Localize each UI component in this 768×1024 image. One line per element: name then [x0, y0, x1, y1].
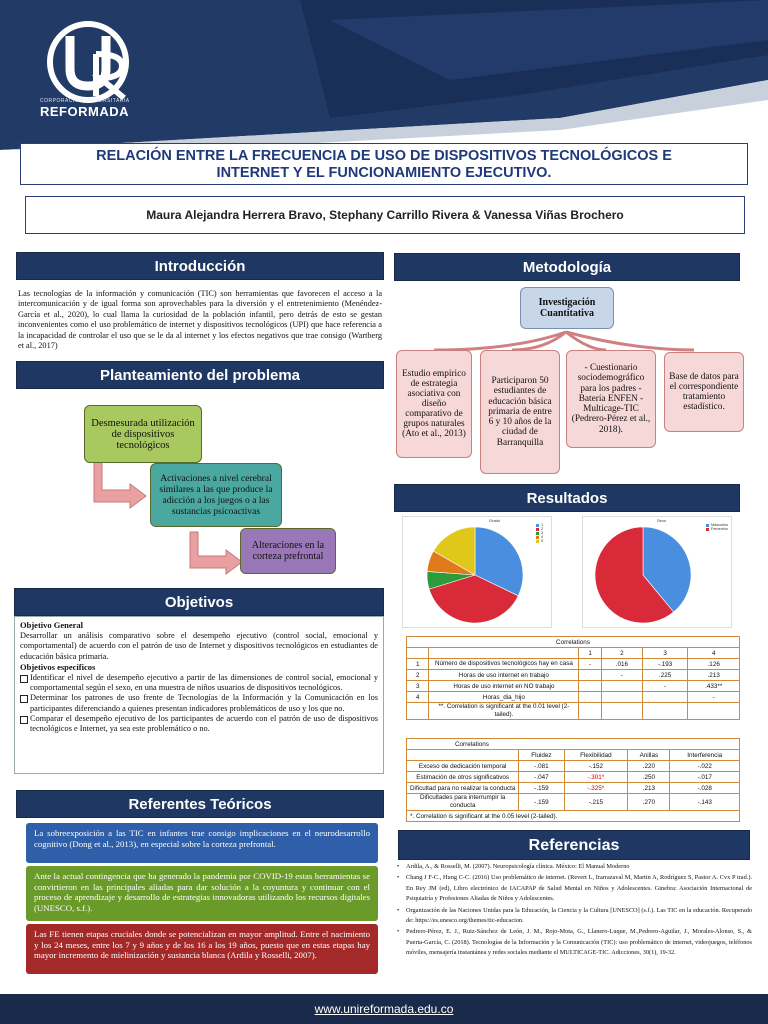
- table-row: [407, 692, 740, 703]
- table1-cell: -: [642, 681, 688, 692]
- correlations-table-1: [406, 636, 740, 720]
- legend-swatch-sexo-2: [706, 528, 709, 531]
- legend-swatch-grado-2: [536, 528, 539, 531]
- table2-cell: Dificultad para no realizar la conducta: [407, 783, 519, 794]
- legend-swatch-sexo-1: [706, 524, 709, 527]
- intro-text: Las tecnologías de la información y comunicación (TIC) son herramientas que favorecen el acceso a la intercomunicación y de igual forma son aprovechables para la diversión y el entretenimiento (Menéndez-García et al., 2020), lo cual llama la curiosidad de la población infantil, pero detrás de esto se gestan inconvenientes como el uso problemático de internet y dispositivos tecnológicos (UPI) que hace referencia a la incapacidad de controlar el uso que se le da al internet y los efectos negativos que trae consigo (Wartberg et al., 2017): [18, 289, 382, 351]
- table2-note: *. Correlation is significant at the 0.05 level (2-tailed).: [407, 811, 740, 822]
- objetivo-general-label: Objetivo General: [20, 620, 84, 630]
- table1-header: 4: [688, 648, 740, 659]
- table2-cell: .250: [628, 772, 670, 783]
- method-root: Investigación Cuantitativa: [520, 287, 614, 329]
- table2-cell: -.159: [519, 794, 564, 811]
- objetivo-especifico-1: Identificar el nivel de desempeño ejecutivo a partir de las dimensiones de control social, emocional y comportamental según el sexo, en una muestra de niños usuarios de dispositivos tecnológicos.: [20, 673, 378, 693]
- section-referencias: Referencias: [398, 830, 750, 860]
- method-box-1: Estudio empírico de estrategia asociativa con diseño comparativo de grupos naturales (Ato et al., 2013): [396, 350, 472, 458]
- table2-cell: -.022: [670, 761, 740, 772]
- method-box-2: Participaron 50 estudiantes de educación básica primaria de entre 6 y 10 años de la ciudad de Barranquilla: [480, 350, 560, 474]
- section-referentes: Referentes Teóricos: [16, 790, 384, 818]
- legend-grado-5: 5: [541, 539, 544, 543]
- title-line-2: INTERNET Y EL FUNCIONAMIENTO EJECUTIVO.: [216, 165, 552, 181]
- table2-cell: .270: [628, 794, 670, 811]
- pie-chart-grado-panel: [402, 516, 552, 628]
- theory-box-2: Ante la actual contingencia que ha generado la pandemia por COVID-19 estas herramientas se convirtieron en las principales aliadas para dar solución a la coyuntura y continuar con el proceso de aprendizaje y desarrollo de estrategias innovadoras utilizando los recursos digitales (UNESCO, s.f.).: [26, 866, 378, 921]
- flow-box-1: Desmesurada utilización de dispositivos tecnológicos: [84, 405, 202, 463]
- table1-cell: [601, 681, 642, 692]
- references-list: [396, 862, 752, 960]
- table-row: [407, 659, 740, 670]
- table1-cell: .126: [688, 659, 740, 670]
- table2-header: [407, 750, 519, 761]
- table-row: [407, 681, 740, 692]
- table1-cell: [579, 692, 601, 703]
- table2-cell: -.152: [564, 761, 628, 772]
- table1-header: [429, 648, 579, 659]
- section-objetivos: Objetivos: [14, 588, 384, 616]
- table2-cell: -.081: [519, 761, 564, 772]
- footer-url-link[interactable]: www.unireformada.edu.co: [314, 1002, 454, 1016]
- objetivo-general-text: Desarrollar un análisis comparativo sobre el desempeño ejecutivo (control social, emocional y comportamental) de acuerdo con el patrón de uso de Internet y dispositivos tecnológicos en estudiantes de educación básica primaria.: [20, 631, 378, 661]
- table1-title: Correlations: [407, 637, 740, 648]
- legend-sexo-1: Masculino: [711, 523, 729, 527]
- table2-title: Correlations: [407, 739, 740, 750]
- legend-grado-4: 4: [541, 535, 544, 539]
- reference-item: • Pedrero-Pérez, E. J., Ruiz-Sánchez de León, J. M., Rojo-Mota, G., Llanero-Luque, M.,Pedrero-Aguilar, J., Morales-Alonso, S., & Puerta-García, C. (2018). Tecnologías de la Información y la Comunicación (TIC): uso problemático de internet, videojuegos, teléfonos móviles, mensajería instantánea y redes sociales mediante el MULTICAGE-TIC. Adicciones, 30(1), 19-32.: [396, 927, 752, 958]
- legend-swatch-grado-4: [536, 536, 539, 539]
- correlations-table-2: [406, 738, 740, 822]
- table-row: [407, 794, 740, 811]
- pie-grado-title: Grado: [489, 518, 501, 523]
- table1-cell: [579, 681, 601, 692]
- table1-cell: .225: [642, 670, 688, 681]
- table1-cell: -: [579, 659, 601, 670]
- legend-swatch-grado-5: [536, 540, 539, 543]
- objetivo-especifico-3: Comparar el desempeño ejecutivo de los participantes de acuerdo con el patrón de uso de dispositivos tecnológicos e Internet, ya sea este problemático o no.: [20, 714, 378, 734]
- reference-item: • Ardila, A., & Rosselli, M. (2007). Neuropsicología clínica. México: El Manual Moderno: [396, 862, 752, 872]
- table1-cell: -: [688, 692, 740, 703]
- table-row: [407, 761, 740, 772]
- table1-cell: 1: [407, 659, 429, 670]
- method-box-4: Base de datos para el correspondiente tratamiento estadístico.: [664, 352, 744, 432]
- table-row: [407, 783, 740, 794]
- pie-chart-sexo: [583, 517, 733, 627]
- table2-cell: -.047: [519, 772, 564, 783]
- table1-cell: [579, 670, 601, 681]
- objetivo-especifico-2: Determinar los patrones de uso frente de Tecnologías de la Información y la Comunicación en los participantes diferenciando a quienes presentan indicadores problemáticos de uso y los que no.: [20, 693, 378, 713]
- table-row: [407, 670, 740, 681]
- flow-box-3: Alteraciones en la corteza prefrontal: [240, 528, 336, 574]
- authors: Maura Alejandra Herrera Bravo, Stephany Carrillo Rivera & Vanessa Viñas Brochero: [25, 196, 745, 234]
- flow-box-2: Activaciones a nivel cerebral similares a las que produce la adicción a los juegos o a las sustancias psicoactivas: [150, 463, 282, 527]
- table2-cell: -.301*: [564, 772, 628, 783]
- table2-cell: -.028: [670, 783, 740, 794]
- objectives-panel: [14, 616, 384, 774]
- table1-cell: -: [601, 670, 642, 681]
- table2-cell: Estimación de otros significativos: [407, 772, 519, 783]
- table1-header: [407, 648, 429, 659]
- section-resultados: Resultados: [394, 484, 740, 512]
- method-box-3: - Cuestionario sociodemográfico para los padres -Batería ENFEN - Multicage-TIC (Pedrero-Pérez et al., 2018).: [566, 350, 656, 448]
- table2-header: Flexibilidad: [564, 750, 628, 761]
- table2-cell: -.325*: [564, 783, 628, 794]
- table1-cell: 3: [407, 681, 429, 692]
- table1-cell: [642, 692, 688, 703]
- pie-chart-grado: [403, 517, 553, 627]
- table1-note: **. Correlation is significant at the 0.01 level (2-tailed).: [429, 703, 579, 720]
- table1-cell: Número de dispositivos tecnológicos hay en casa: [429, 659, 579, 670]
- title-line-1: RELACIÓN ENTRE LA FRECUENCIA DE USO DE DISPOSITIVOS TECNOLÓGICOS E: [96, 148, 672, 164]
- table2-header: Anillas: [628, 750, 670, 761]
- table1-cell: .016: [601, 659, 642, 670]
- table1-cell: .433**: [688, 681, 740, 692]
- table1-cell: 2: [407, 670, 429, 681]
- legend-grado-1: 1: [541, 523, 544, 527]
- table1-cell: -.193: [642, 659, 688, 670]
- theory-box-3: Las FE tienen etapas cruciales donde se potencializan en mayor amplitud. Entre el nacimiento y los 24 meses, entre los 7 y 9 años y de los 16 a los 19 años, puesto que en estas etapas hay mayor incremento de mielinización y sustancia blanca (Ardila y Rosselli, 2007).: [26, 924, 378, 974]
- table1-cell: Horas de uso internet en trabajo: [429, 670, 579, 681]
- logo-tagline: CORPORACIÓN UNIVERSITARIA: [40, 98, 130, 104]
- table1-cell: [601, 692, 642, 703]
- table1-cell: Horas_dia_hijo: [429, 692, 579, 703]
- pie-chart-sexo-panel: [582, 516, 732, 628]
- table2-header: Interferencia: [670, 750, 740, 761]
- table2-cell: Dificultades para interrumpir la conducta: [407, 794, 519, 811]
- header-banner: [0, 0, 768, 150]
- table2-cell: -.159: [519, 783, 564, 794]
- table1-header: 2: [601, 648, 642, 659]
- reference-item: • Organización de las Naciones Unidas para la Educación, la Ciencia y la Cultura [UNESCO] (s.f.). Las TIC en la educación. Recuperado de: https://es.unesco.org/themes/tic-educacion.: [396, 906, 752, 927]
- section-metodologia: Metodología: [394, 253, 740, 281]
- table1-header: 3: [642, 648, 688, 659]
- table2-cell: -.215: [564, 794, 628, 811]
- table1-cell: 4: [407, 692, 429, 703]
- table2-cell: -.143: [670, 794, 740, 811]
- table1-cell: .213: [688, 670, 740, 681]
- table2-cell: Exceso de dedicación temporal: [407, 761, 519, 772]
- legend-swatch-grado-1: [536, 524, 539, 527]
- objetivos-especificos-label: Objetivos específicos: [20, 661, 96, 672]
- poster-title: [20, 143, 748, 185]
- legend-grado-3: 3: [541, 531, 544, 535]
- table2-cell: -.017: [670, 772, 740, 783]
- reference-item: • Chang J F-C., Hung C-C. (2016) Uso problemático de internet. (Revert L, Irarrazaval M, Martin A, Rodríguez S, Pastor A. Cvx P trad.). En Rey JM (ed), Libro electrónico de IACAPAP de Salud Mental en Niños y Adolescentes. Ginebra: Asociación Internacional de Psiquiatría y Profesiones Aliadas de Niños y Adolescentes.: [396, 873, 752, 904]
- footer: [0, 994, 768, 1024]
- legend-swatch-grado-3: [536, 532, 539, 535]
- table-row: [407, 772, 740, 783]
- table2-cell: .220: [628, 761, 670, 772]
- section-introduccion: Introducción: [16, 252, 384, 280]
- legend-grado-2: 2: [541, 527, 544, 531]
- table1-cell: Horas de uso internet en NO trabajo: [429, 681, 579, 692]
- table2-header: Fluidez: [519, 750, 564, 761]
- table1-header: 1: [579, 648, 601, 659]
- legend-sexo-2: Femenino: [711, 527, 728, 531]
- logo-name: REFORMADA: [40, 104, 129, 119]
- section-planteamiento: Planteamiento del problema: [16, 361, 384, 389]
- theory-box-1: La sobreexposición a las TIC en infantes trae consigo implicaciones en el neurodesarrollo cognitivo (Dong et al., 2013), en especial sobre la corteza prefrontal.: [26, 823, 378, 863]
- pie-sexo-title: Sexo: [657, 518, 667, 523]
- table2-cell: .213: [628, 783, 670, 794]
